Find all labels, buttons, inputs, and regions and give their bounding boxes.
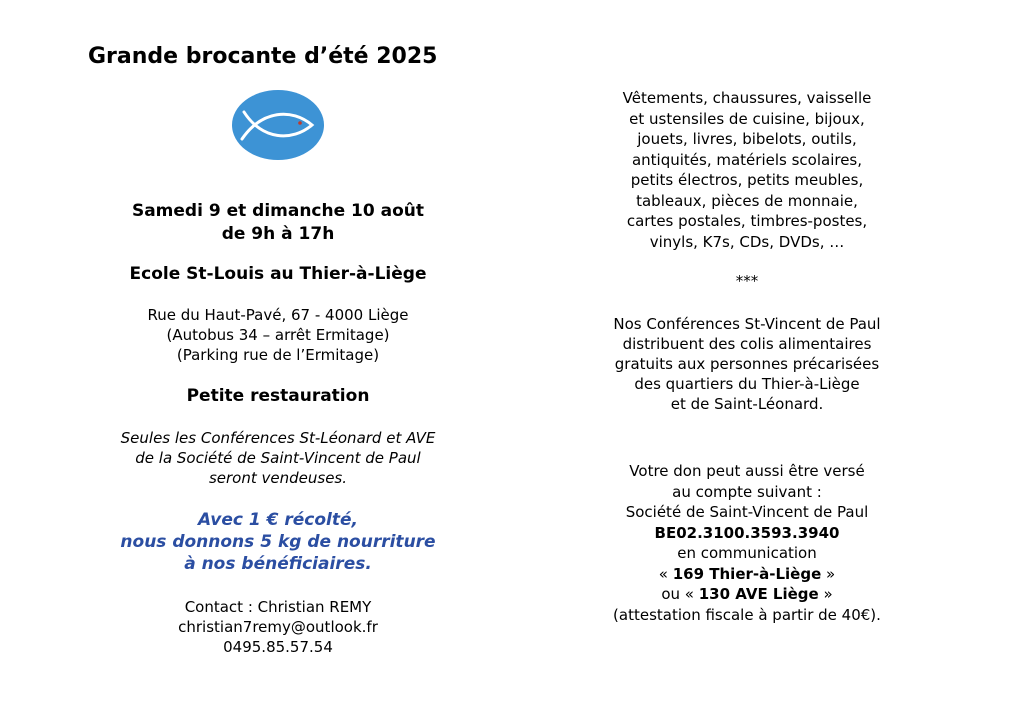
communication-code: 169 Thier-à-Liège xyxy=(672,564,822,583)
communication-2 xyxy=(560,584,934,605)
quote-open: ou « xyxy=(661,585,699,603)
separator xyxy=(560,272,934,290)
quote-open: « xyxy=(658,564,673,583)
sellers-note xyxy=(60,428,496,488)
conferences-line: gratuits aux personnes précarisées xyxy=(614,355,880,373)
slogan-line: nous donnons 5 kg de nourriture xyxy=(120,532,436,552)
items-line: jouets, livres, bibelots, outils, xyxy=(637,130,857,148)
conferences-line: des quartiers du Thier-à-Liège xyxy=(634,375,860,393)
restauration-line: Petite restauration xyxy=(186,386,370,406)
sellers-line: de la Société de Saint-Vincent de Paul xyxy=(135,449,421,467)
contact-email[interactable]: christian7remy@outlook.fr xyxy=(178,618,378,636)
sellers-line: seront vendeuses. xyxy=(208,469,348,487)
donation-line: en communication xyxy=(677,544,817,562)
conferences-text xyxy=(560,314,934,414)
items-line: et ustensiles de cuisine, bijoux, xyxy=(629,109,865,128)
quote-close: » xyxy=(821,564,836,583)
slogan-line: à nos bénéficiaires. xyxy=(184,554,372,574)
items-list xyxy=(560,88,934,252)
donation-line: Société de Saint-Vincent de Paul xyxy=(625,503,869,521)
event-dates xyxy=(60,200,496,246)
conferences-line: et de Saint-Léonard. xyxy=(670,395,824,413)
dates-line: Samedi 9 et dimanche 10 août xyxy=(131,201,425,221)
hours-line: de 9h à 17h xyxy=(221,224,335,244)
address-line: Rue du Haut-Pavé, 67 - 4000 Liège xyxy=(147,306,409,324)
school-line: Ecole St-Louis au Thier-à-Liège xyxy=(129,264,427,284)
contact-name: Contact : Christian REMY xyxy=(184,598,372,616)
fish-eye xyxy=(298,121,302,125)
sellers-line: Seules les Conférences St-Léonard et AVE xyxy=(120,429,436,447)
bank-account: BE02.3100.3593.3940 xyxy=(654,523,840,542)
communication-1 xyxy=(560,564,934,585)
restauration-heading xyxy=(60,386,496,406)
donation-slogan xyxy=(60,509,496,575)
items-line: antiquités, matériels scolaires, xyxy=(631,150,863,169)
items-line: Vêtements, chaussures, vaisselle xyxy=(622,89,872,107)
conferences-line: distribuent des colis alimentaires xyxy=(622,335,872,353)
items-line: cartes postales, timbres-postes, xyxy=(626,212,868,230)
items-line: tableaux, pièces de monnaie, xyxy=(636,191,858,210)
donation-block xyxy=(560,461,934,625)
parking-line: (Parking rue de l’Ermitage) xyxy=(176,346,380,364)
communication-code: 130 AVE Liège xyxy=(698,585,819,603)
slogan-line: Avec 1 € récolté, xyxy=(198,510,358,530)
items-line: petits électros, petits meubles, xyxy=(630,171,864,189)
donation-line: Votre don peut aussi être versé xyxy=(629,462,865,480)
contact-phone: 0495.85.57.54 xyxy=(223,638,333,656)
contact-block xyxy=(60,597,496,657)
ichthys-fish-icon xyxy=(232,90,324,160)
separator-stars: *** xyxy=(735,272,759,290)
bus-line: (Autobus 34 – arrêt Ermitage) xyxy=(166,326,390,344)
tax-note: (attestation fiscale à partir de 40€). xyxy=(613,605,881,624)
quote-close: » xyxy=(818,585,833,603)
donation-line: au compte suivant : xyxy=(672,482,822,501)
venue-name xyxy=(60,264,496,284)
items-line: vinyls, K7s, CDs, DVDs, … xyxy=(649,232,845,251)
venue-address xyxy=(60,305,496,365)
page-title: Grande brocante d’été 2025 xyxy=(88,44,438,69)
conferences-line: Nos Conférences St-Vincent de Paul xyxy=(613,315,881,333)
